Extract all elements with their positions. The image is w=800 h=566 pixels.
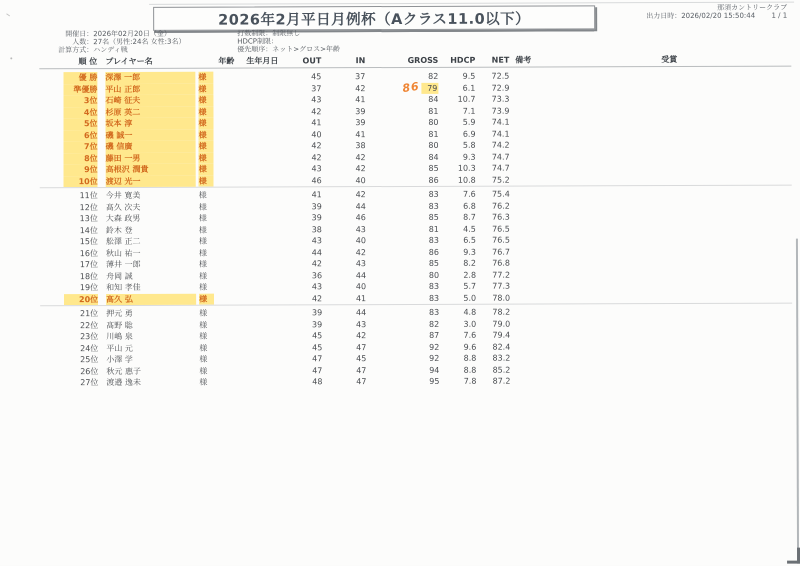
award-cell [600,251,792,252]
gross-score-cell: 95 [366,376,439,388]
honorific-cell: 様 [196,164,214,176]
net-score-cell: 87.2 [476,376,510,388]
printed-at: 出力日時：2026/02/20 15:50:44 [646,12,755,20]
net-score-cell: 74.2 [476,140,510,152]
out-score-cell: 45 [286,330,322,342]
gross-score-cell: 80 [366,117,439,129]
rank-cell: 25位 [40,354,98,366]
honorific-cell: 様 [196,224,214,236]
in-score-cell: 42 [321,83,365,95]
in-score-cell: 41 [321,94,365,106]
club-name: 那須カントリークラブ [646,4,787,12]
out-score-cell: 41 [286,189,322,201]
net-score-cell: 79.0 [476,318,510,330]
honorific-cell: 様 [196,152,214,164]
award-cell [600,334,792,335]
header-award: 受賞 [599,54,791,66]
hdcp-cell: 8.2 [439,258,476,270]
in-score-cell: 42 [322,152,366,164]
in-score-cell: 42 [322,163,366,175]
out-score-cell: 40 [286,129,322,141]
hdcp-cell: 5.8 [439,140,476,152]
hdcp-cell: 10.8 [439,174,476,186]
players-value: 27名（男性:24名 女性:3名） [93,38,185,46]
hdcp-cell: 5.7 [439,281,476,293]
honorific-cell: 様 [196,354,214,366]
out-score-cell: 39 [286,212,322,224]
honorific-cell: 様 [196,141,214,153]
player-name-cell: 磯 誠一 [106,129,196,141]
header-hdcp: HDCP [438,56,475,65]
method-label: 計算方式： [37,46,93,54]
award-cell [600,262,792,263]
net-score-cell: 76.3 [476,212,510,224]
in-score-cell: 42 [322,247,366,259]
page-number: 1 / 1 [771,12,787,20]
gross-score-cell: 87 [366,330,439,342]
player-name-cell: 押元 勇 [106,308,196,320]
player-name-cell: 渡邉 逸未 [106,377,196,389]
rank-cell: 10位 [40,176,98,188]
hdcp-cell: 6.9 [439,128,476,140]
player-name-cell: 鈴木 登 [106,224,196,236]
scan-artifact-dot [10,57,12,59]
gross-score-cell: 81 [366,223,439,235]
player-name-cell: 深澤 一郎 [105,72,195,84]
rank-cell: 準優勝 [39,84,97,96]
in-score-cell: 47 [322,376,366,388]
net-score-cell: 74.7 [476,151,510,163]
award-cell [600,323,792,324]
gross-score-cell: 94 [366,364,439,376]
rank-cell: 20位 [40,294,98,306]
rank-cell: 5位 [40,118,98,130]
in-score-cell: 47 [322,365,366,377]
hdcp-cell: 9.5 [438,71,475,83]
gross-score-cell: 82 [366,318,439,330]
priority-value: ネット>グロス>年齢 [272,46,340,54]
out-score-cell: 44 [286,247,322,259]
players-label: 人数： [37,38,93,46]
award-cell [600,121,792,122]
gross-score-cell: 80 [366,269,439,281]
in-score-cell: 42 [322,189,366,201]
player-name-cell: 髙久 弘 [106,293,196,305]
gross-score-cell: 86 [366,246,439,258]
net-score-cell: 78.2 [476,307,510,319]
hdcp-cell: 7.6 [439,330,476,342]
award-cell [599,87,791,88]
player-name-cell: 髙野 聡 [106,319,196,331]
award-cell [600,156,792,157]
hdcp-cell: 6.8 [439,200,476,212]
gross-score-cell: 86 [366,174,439,186]
rank-cell: 9位 [40,164,98,176]
net-score-cell: 76.5 [476,223,510,235]
table-header-row [39,53,791,70]
honorific-cell: 様 [196,236,214,248]
in-score-cell: 41 [322,293,366,305]
award-cell [600,216,792,217]
rank-cell: 優 勝 [39,72,97,84]
gross-score-cell: 85 [366,163,439,175]
net-score-cell: 76.7 [476,246,510,258]
hdcp-cell: 9.3 [439,151,476,163]
player-name-cell: 秋元 惠子 [106,365,196,377]
net-score-cell: 76.2 [476,200,510,212]
table-row [40,291,792,306]
rank-cell: 22位 [40,320,98,332]
rank-cell: 27位 [40,377,98,389]
in-score-cell: 46 [322,212,366,224]
player-name-cell: 小澤 学 [106,354,196,366]
hdcp-cell: 4.8 [439,307,476,319]
hdcp-cell: 10.7 [438,94,475,106]
gross-score-cell: 83 [366,307,439,319]
player-name-cell: 秋山 祐一 [106,247,196,259]
out-score-cell: 39 [286,201,322,213]
honorific-cell: 様 [196,331,214,343]
player-name-cell: 杉原 英二 [105,106,195,118]
award-cell [600,167,792,168]
honorific-cell: 様 [195,83,213,95]
in-score-cell: 39 [322,117,366,129]
event-date-label: 開催日： [37,30,93,38]
net-score-cell: 76.8 [476,258,510,270]
print-meta [646,4,787,21]
in-score-cell: 43 [322,224,366,236]
player-name-cell: 川嶋 泉 [106,331,196,343]
honorific-cell: 様 [196,129,214,141]
in-score-cell: 40 [322,175,366,187]
rank-cell: 4位 [39,107,97,119]
hdcp-cell: 3.0 [439,318,476,330]
out-score-cell: 42 [286,293,322,305]
honorific-cell: 様 [196,293,214,305]
award-cell [600,380,792,381]
in-score-cell: 44 [322,201,366,213]
award-cell [600,133,792,134]
player-name-cell: 平山 元 [106,342,196,354]
gross-score-cell: 83 [366,235,439,247]
gross-score-cell: 92 [366,353,439,365]
hdcp-cell: 9.6 [439,341,476,353]
gross-score-cell: 80 [366,140,439,152]
in-score-cell: 47 [322,342,366,354]
scan-artifact-mark [6,13,10,16]
rank-cell: 16位 [40,248,98,260]
hdcp-cell: 4.5 [439,223,476,235]
player-name-cell: 高根沢 潤貴 [106,164,196,176]
honorific-cell: 様 [196,118,214,130]
out-score-cell: 42 [286,140,322,152]
award-cell [600,357,792,358]
out-score-cell: 36 [286,270,322,282]
honorific-cell: 様 [196,201,214,213]
net-score-cell: 79.4 [476,330,510,342]
scan-artifact-right-edge [796,239,799,561]
player-name-cell: 舩澤 正二 [106,236,196,248]
honorific-cell: 様 [195,72,213,84]
net-score-cell: 74.1 [476,128,510,140]
hdcp-limit-label: HDCP制限： [237,38,278,46]
player-name-cell: 渡辺 光一 [106,175,196,187]
out-score-cell: 42 [285,106,321,118]
in-score-cell: 44 [322,307,366,319]
rank-cell: 14位 [40,225,98,237]
out-score-cell: 42 [286,258,322,270]
award-cell [599,110,791,111]
handwritten-annotation: 86 [402,79,421,94]
in-score-cell: 40 [322,281,366,293]
table-row [40,375,792,389]
out-score-cell: 43 [286,163,322,175]
award-cell [600,311,792,312]
out-score-cell: 42 [286,152,322,164]
in-score-cell: 43 [322,319,366,331]
award-cell [600,369,792,370]
honorific-cell: 様 [196,377,214,389]
award-cell [600,274,792,275]
gross-score-cell: 82 [365,71,438,83]
rank-cell: 23位 [40,331,98,343]
honorific-cell: 様 [196,342,214,354]
rank-cell: 13位 [40,213,98,225]
honorific-cell: 様 [196,247,214,259]
gross-score-cell: 84 [365,94,438,106]
net-score-cell: 72.9 [475,82,509,94]
in-score-cell: 38 [322,140,366,152]
award-cell [599,75,791,76]
hdcp-cell: 5.0 [439,292,476,304]
gross-score-cell: 83 [366,281,439,293]
results-table [39,53,792,389]
player-name-cell: 和知 孝佳 [106,282,196,294]
gross-score-cell: 83 [366,292,439,304]
hdcp-cell: 2.8 [439,269,476,281]
header-out: OUT [285,56,321,65]
player-name-cell: 藤田 一男 [106,152,196,164]
rank-cell: 24位 [40,343,98,355]
out-score-cell: 39 [286,307,322,319]
results-tbody [39,70,792,389]
net-score-cell: 75.4 [476,189,510,201]
net-score-cell: 75.2 [476,174,510,186]
out-score-cell: 45 [285,71,321,83]
hdcp-cell: 8.8 [439,353,476,365]
net-score-cell: 78.0 [476,292,510,304]
out-score-cell: 38 [286,224,322,236]
scan-artifact-corner [787,561,800,564]
honorific-cell: 様 [196,319,214,331]
player-name-cell: 薄井 一郎 [106,259,196,271]
rank-cell: 8位 [40,153,98,165]
out-score-cell: 43 [286,281,322,293]
award-cell [600,285,792,286]
gross-score-cell: 85 [366,258,439,270]
award-cell [599,98,791,99]
table-row [40,173,792,188]
player-name-cell: 磯 信廣 [106,141,196,153]
gross-score-cell: 85 [366,212,439,224]
award-cell [600,193,792,194]
header-birth: 生年月日 [239,55,285,66]
hdcp-cell: 7.6 [439,189,476,201]
gross-score-cell: 83 [366,200,439,212]
award-cell [600,228,792,229]
net-score-cell: 76.5 [476,235,510,247]
honorific-cell: 様 [196,259,214,271]
stroke-limit-value: 制限無し [272,29,300,37]
header-net: NET [475,56,509,65]
honorific-cell: 様 [195,106,213,118]
in-score-cell: 44 [322,270,366,282]
award-cell [600,346,792,347]
award-cell [600,179,792,180]
header-remarks: 備考 [509,54,599,65]
player-name-cell: 坂本 淳 [106,118,196,130]
in-score-cell: 41 [322,129,366,141]
hdcp-cell: 8.8 [439,364,476,376]
out-score-cell: 43 [286,235,322,247]
in-score-cell: 39 [321,106,365,118]
event-meta [37,30,185,55]
stroke-limit-label: 打数制限： [237,29,272,37]
hdcp-cell: 6.1 [438,82,475,94]
honorific-cell: 様 [196,190,214,202]
header-player: プレイヤー名 [105,56,195,67]
gross-score-cell: 81 [365,105,438,117]
net-score-cell: 83.2 [476,353,510,365]
header-age: 年齢 [213,56,239,67]
page-title: 2026年2月平日月例杯（Aクラス11.0以下） [218,7,530,29]
hdcp-cell: 9.3 [439,246,476,258]
honorific-cell: 様 [196,175,214,187]
hdcp-cell: 7.1 [438,105,475,117]
in-score-cell: 37 [321,71,365,83]
out-score-cell: 45 [286,342,322,354]
award-cell [600,144,792,145]
net-score-cell: 72.5 [475,71,509,83]
honorific-cell: 様 [196,270,214,282]
player-name-cell: 今井 寛美 [106,190,196,202]
rank-cell: 11位 [40,190,98,202]
player-name-cell: 石崎 征夫 [105,95,195,107]
award-cell [600,239,792,240]
rank-cell: 26位 [40,366,98,378]
net-score-cell: 74.1 [476,117,510,129]
honorific-cell: 様 [196,308,214,320]
method-value: ハンディ戦 [93,46,127,54]
net-score-cell: 77.2 [476,269,510,281]
gross-score-cell: 81 [366,128,439,140]
honorific-cell: 様 [196,282,214,294]
gross-score-cell: 92 [366,341,439,353]
header-rank: 順 位 [39,56,97,67]
rank-cell: 21位 [40,308,98,320]
player-name-cell: 平山 正郎 [105,83,195,95]
gross-score-cell: 84 [366,151,439,163]
net-score-cell: 77.3 [476,281,510,293]
rank-cell: 7位 [40,141,98,153]
event-date-value: 2026年02月20日（金） [93,30,171,38]
out-score-cell: 46 [286,175,322,187]
in-score-cell: 40 [322,235,366,247]
out-score-cell: 37 [285,83,321,95]
in-score-cell: 45 [322,353,366,365]
net-score-cell: 85.2 [476,364,510,376]
hdcp-cell: 7.8 [439,376,476,388]
net-score-cell: 73.9 [475,105,509,117]
player-name-cell: 大森 政男 [106,213,196,225]
rank-cell: 15位 [40,236,98,248]
title-box [153,5,595,31]
out-score-cell: 48 [286,376,322,388]
header-in: IN [321,56,365,65]
rank-cell: 17位 [40,259,98,271]
honorific-cell: 様 [196,365,214,377]
honorific-cell: 様 [196,213,214,225]
player-name-cell: 髙久 次夫 [106,201,196,213]
rank-cell: 3位 [39,95,97,107]
out-score-cell: 39 [286,319,322,331]
rule-meta [237,29,340,54]
net-score-cell: 74.7 [476,163,510,175]
rank-cell: 19位 [40,282,98,294]
player-name-cell: 舟岡 誠 [106,270,196,282]
rank-cell: 18位 [40,271,98,283]
hdcp-cell: 6.5 [439,235,476,247]
net-score-cell: 73.3 [475,94,509,106]
hdcp-cell: 5.9 [439,117,476,129]
in-score-cell: 43 [322,258,366,270]
priority-label: 優先順序： [237,46,272,54]
gross-score-cell: 79 [365,82,438,94]
rank-cell: 12位 [40,202,98,214]
award-cell [600,297,792,298]
out-score-cell: 47 [286,365,322,377]
out-score-cell: 47 [286,353,322,365]
in-score-cell: 42 [322,330,366,342]
net-score-cell: 82.4 [476,341,510,353]
gross-score-cell: 83 [366,189,439,201]
out-score-cell: 41 [286,117,322,129]
hdcp-cell: 10.3 [439,163,476,175]
hdcp-cell: 8.7 [439,212,476,224]
honorific-cell: 様 [195,95,213,107]
header-gross: GROSS [365,56,438,65]
award-cell [600,205,792,206]
rank-cell: 6位 [40,130,98,142]
out-score-cell: 43 [285,94,321,106]
